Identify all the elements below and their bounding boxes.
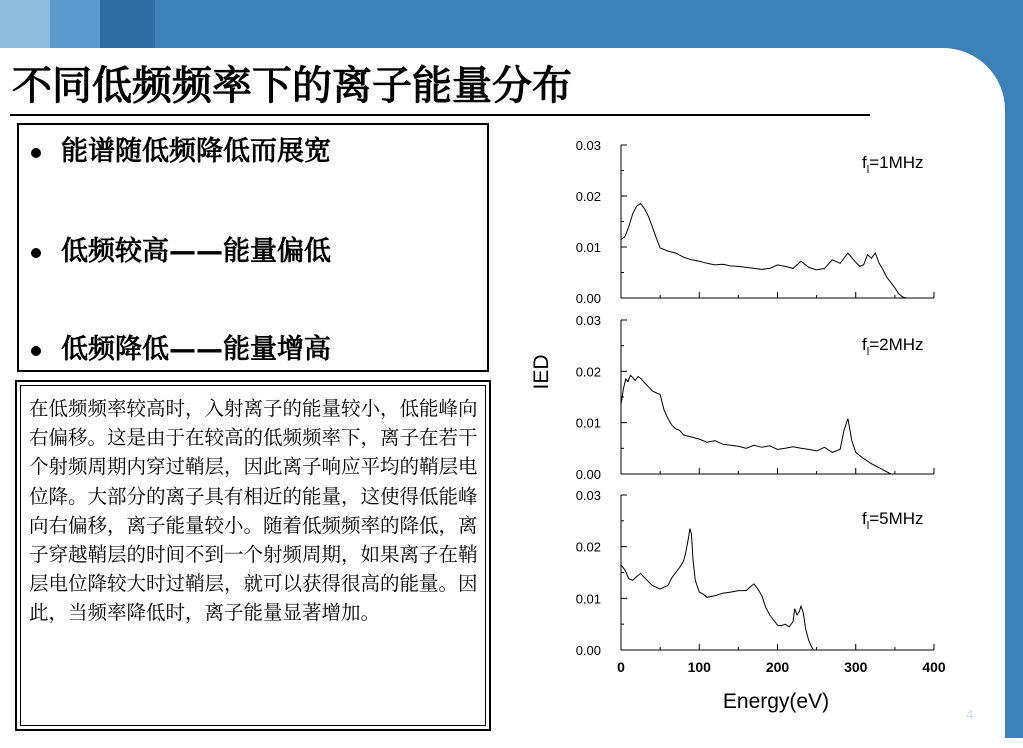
x-tick-label: 200	[765, 659, 790, 675]
header-tile	[100, 0, 155, 50]
title-underline	[10, 114, 870, 116]
y-tick-label: 0.02	[575, 539, 601, 555]
y-tick-label: 0.01	[575, 240, 601, 255]
description-text: 在低频频率较高时，入射离子的能量较小，低能峰向右偏移。这是由于在较高的低频频率下，离子在若干个射频周期内穿过鞘层，因此离子响应平均的鞘层电位降。大部分的离子具有相近的能量，这使得低能峰向右偏移，离子能量较小。随着低频频率的降低，离子穿越鞘层的时间不到一个射频周期，如果离子在鞘层电位降较大时过鞘层，就可以获得很高的能量。因此，当频率降低时，离子能量显著增加。	[29, 397, 478, 625]
bullet-item	[31, 333, 331, 367]
x-tick-label: 100	[687, 659, 711, 675]
bullet-text: 低频较高——能量偏低	[61, 236, 331, 267]
y-tick-label: 0.00	[575, 467, 601, 482]
header-tile	[0, 0, 50, 50]
x-tick-label: 0	[617, 659, 625, 675]
y-tick-label: 0.00	[575, 643, 601, 658]
series-label: $f_l=2MHz$	[862, 335, 924, 358]
y-tick-label: 0.02	[575, 364, 601, 380]
y-tick-label: 0.03	[575, 488, 601, 503]
bullet-text: 低频降低——能量增高	[61, 334, 331, 365]
y-tick-label: 0.01	[575, 591, 601, 607]
y-axis-title: IED	[530, 354, 553, 390]
bullet-text: 能谱随低频降低而展宽	[61, 136, 331, 167]
x-tick-label: 400	[922, 659, 946, 675]
bullet-dot	[31, 148, 41, 158]
bullet-dot	[31, 248, 41, 258]
y-tick-label: 0.01	[575, 415, 601, 431]
ied-chart	[520, 125, 960, 725]
series-label: $f_l=5MHz$	[862, 509, 924, 532]
description-inner-frame	[20, 385, 486, 726]
bullet-box	[17, 123, 489, 372]
bullet-item	[31, 235, 331, 269]
y-tick-label: 0.03	[575, 313, 601, 328]
description-box	[15, 380, 491, 731]
x-axis-title: Energy(eV)	[722, 690, 830, 713]
ied-series-line	[621, 529, 814, 650]
y-tick-label: 0.02	[575, 189, 601, 204]
ied-series-line	[621, 375, 891, 474]
bullet-item	[31, 135, 331, 169]
x-tick-label: 300	[844, 659, 868, 675]
series-label: $f_l=1MHz$	[862, 153, 924, 176]
bullet-dot	[31, 346, 41, 356]
ied-series-line	[621, 204, 907, 298]
slide-title: 不同低频频率下的离子能量分布	[12, 63, 572, 109]
page-number: 4	[966, 708, 974, 722]
y-tick-label: 0.03	[575, 138, 601, 153]
y-tick-label: 0.00	[575, 291, 601, 306]
header-tile	[50, 0, 100, 50]
